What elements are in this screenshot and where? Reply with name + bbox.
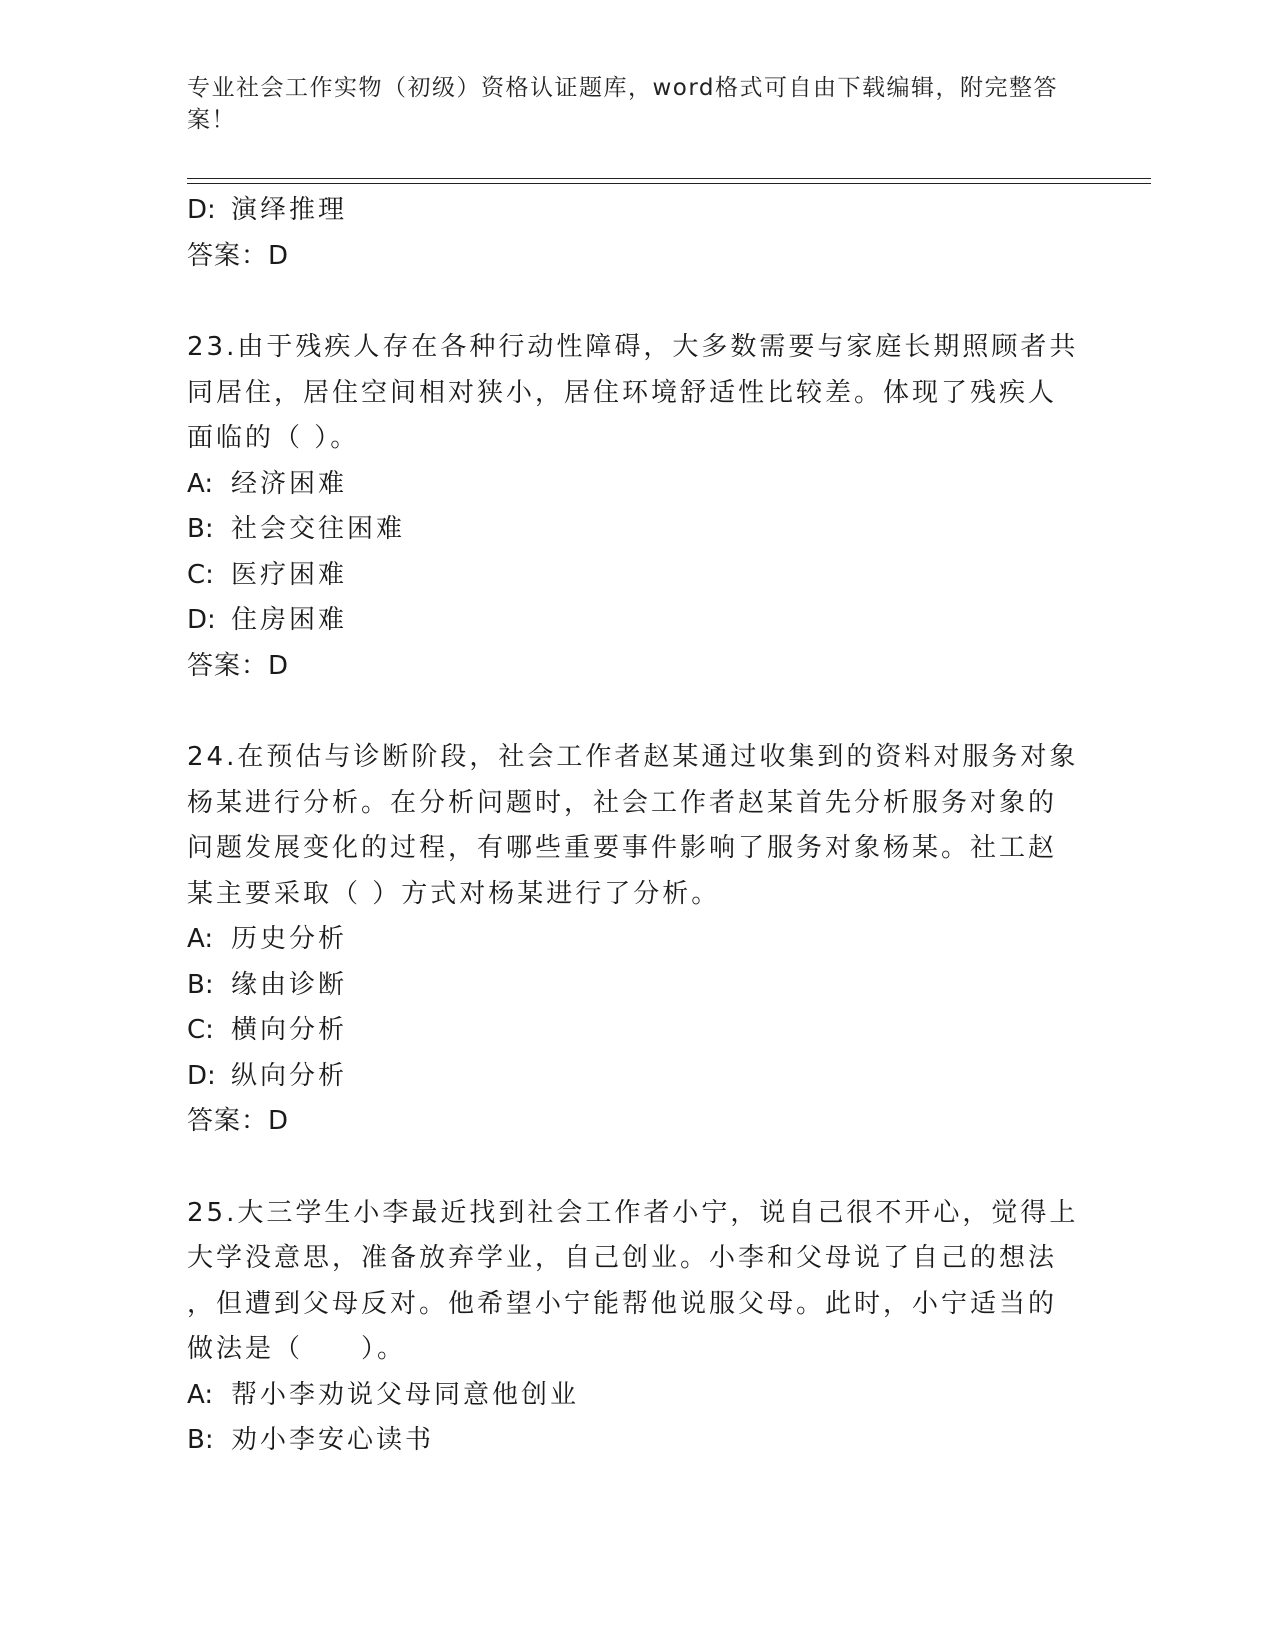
header-rule-bottom [187,183,1151,184]
option-d [187,598,1077,644]
answer: 答案：D [187,1106,290,1136]
option-b [187,507,1077,553]
question-text-line: 23.由于残疾人存在各种行动性障碍，大多数需要与家庭长期照顾者共 [187,332,1079,362]
option-text: 纵向分析 [231,1060,348,1091]
option-text: 缘由诊断 [231,969,348,1000]
option-d [187,1054,1077,1100]
option-key: D: [187,195,216,225]
question-text-line: 大学没意思，准备放弃学业，自己创业。小李和父母说了自己的想法 [187,1243,1058,1273]
option-b [187,963,1077,1009]
question-text-line: 25.大三学生小李最近找到社会工作者小宁，说自己很不开心，觉得上 [187,1197,1079,1228]
header-line-1: 专业社会工作实物（初级）资格认证题库，word格式可自由下载编辑，附完整答 [187,75,1059,101]
prev-question-answer: 答案：D [187,240,290,271]
option-key: B: [187,1425,214,1455]
option-text: 历史分析 [231,924,348,954]
option-b [187,1418,1077,1464]
option-key: A: [187,924,214,954]
option-key: C: [187,559,214,590]
option-text: 医疗困难 [231,559,348,590]
answer: 答案：D [187,650,290,681]
option-key: C: [187,1015,214,1045]
option-text: 社会交往困难 [231,514,406,544]
option-a [187,1373,1077,1419]
option-key: A: [187,1379,214,1410]
option-key: B: [187,969,214,1000]
question-24 [187,735,1077,1145]
question-text-line: 杨某进行分析。在分析问题时，社会工作者赵某首先分析服务对象的 [187,787,1058,818]
header-line-2: 案！ [187,107,236,133]
prev-question-option-d [187,188,1077,234]
option-key: D: [187,605,216,635]
option-text: 横向分析 [231,1015,348,1045]
question-text-line: 做法是（ ）。 [187,1334,407,1364]
document-header [187,72,1067,136]
question-text-line: 某主要采取（ ）方式对杨某进行了分析。 [187,878,721,909]
option-text: 经济困难 [231,468,348,499]
option-a [187,917,1077,963]
question-content [187,188,1077,1464]
question-text-line: 24.在预估与诊断阶段，社会工作者赵某通过收集到的资料对服务对象 [187,742,1079,772]
option-a [187,462,1077,508]
question-text-line: ，但遭到父母反对。他希望小宁能帮他说服父母。此时，小宁适当的 [187,1288,1058,1319]
header-rule-top [187,178,1151,179]
option-c [187,553,1077,599]
option-key: B: [187,514,214,544]
question-text-line: 同居住，居住空间相对狭小，居住环境舒适性比较差。体现了残疾人 [187,377,1058,408]
option-text: 住房困难 [231,605,348,635]
question-23 [187,325,1077,689]
option-key: D: [187,1060,216,1091]
option-text: 帮小李劝说父母同意他创业 [231,1379,580,1410]
option-key: A: [187,468,214,499]
question-25 [187,1191,1077,1464]
option-c [187,1008,1077,1054]
question-text-line: 面临的（ ）。 [187,423,360,453]
question-text-line: 问题发展变化的过程，有哪些重要事件影响了服务对象杨某。社工赵 [187,833,1058,863]
option-text: 劝小李安心读书 [231,1425,435,1455]
option-text: 演绎推理 [231,195,348,225]
